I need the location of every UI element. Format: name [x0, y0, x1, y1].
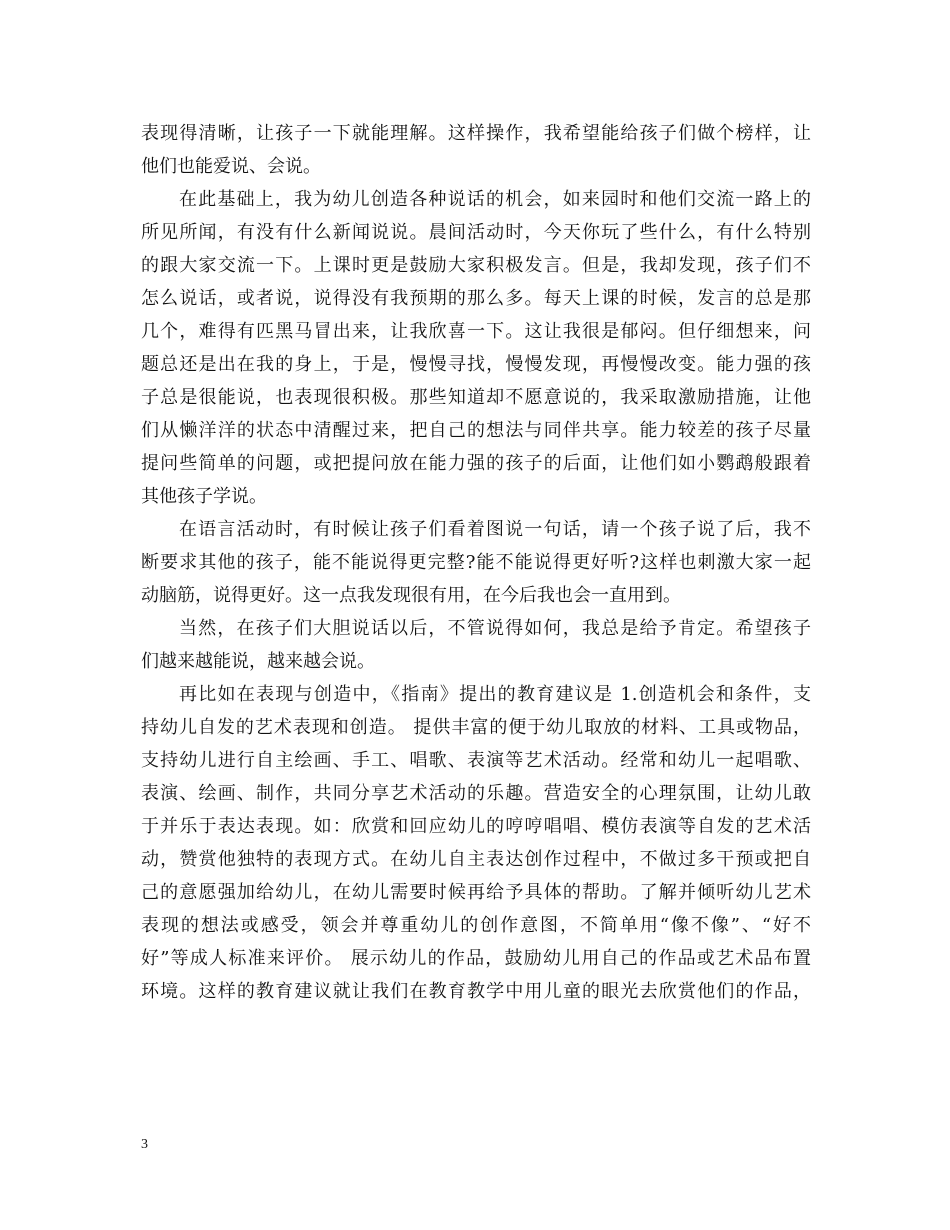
text-line: 当然，在孩子们大胆说话以后，不管说得如何，我总是给予肯定。希望孩子 — [179, 618, 811, 639]
text-line: 所见所闻，有没有什么新闻说说。晨间活动时，今天你玩了些什么，有什么特别 — [141, 222, 811, 243]
text-line: 表现的想法或感受，领会并尊重幼儿的创作意图，不简单用“像不像”、“好不 — [141, 915, 811, 936]
text-line: 己的意愿强加给幼儿，在幼儿需要时候再给予具体的帮助。了解并倾听幼儿艺术 — [141, 882, 811, 903]
text-line: 题总还是出在我的身上，于是，慢慢寻找，慢慢发现，再慢慢改变。能力强的孩 — [141, 354, 811, 375]
text-line: 动，赞赏他独特的表现方式。在幼儿自主表达创作过程中，不做过多干预或把自 — [141, 849, 811, 870]
page-number: 3 — [141, 1137, 148, 1152]
text-line: 在语言活动时，有时候让孩子们看着图说一句话，请一个孩子说了后，我不 — [179, 519, 811, 540]
text-line: 子总是很能说，也表现很积极。那些知道却不愿意说的，我采取激励措施，让他 — [141, 387, 811, 408]
text-line: 断要求其他的孩子，能不能说得更完整?能不能说得更好听?这样也刺激大家一起 — [141, 552, 811, 573]
text-line: 几个，难得有匹黑马冒出来，让我欣喜一下。这让我很是郁闷。但仔细想来，问 — [141, 321, 811, 342]
text-line: 提问些简单的问题，或把提问放在能力强的孩子的后面，让他们如小鹦鹉般跟着 — [141, 453, 811, 474]
text-line: 于并乐于表达表现。如：欣赏和回应幼儿的哼哼唱唱、模仿表演等自发的艺术活 — [141, 816, 811, 837]
text-line: 环境。这样的教育建议就让我们在教育教学中用儿童的眼光去欣赏他们的作品， — [141, 981, 811, 1002]
text-line: 表现得清晰，让孩子一下就能理解。这样操作，我希望能给孩子们做个榜样，让 — [141, 123, 811, 144]
text-line: 支持幼儿进行自主绘画、手工、唱歌、表演等艺术活动。经常和幼儿一起唱歌、 — [141, 750, 811, 771]
text-line: 在此基础上，我为幼儿创造各种说话的机会，如来园时和他们交流一路上的 — [179, 189, 811, 210]
text-line: 他们也能爱说、会说。 — [141, 156, 321, 177]
body-text — [141, 117, 811, 1008]
text-line: 再比如在表现与创造中，《指南》提出的教育建议是 1.创造机会和条件，支 — [179, 684, 811, 705]
text-line: 们越来越能说，越来越会说。 — [141, 651, 375, 672]
text-line: 其他孩子学说。 — [141, 486, 267, 507]
text-line: 动脑筋，说得更好。这一点我发现很有用，在今后我也会一直用到。 — [141, 585, 681, 606]
text-line: 表演、绘画、制作，共同分享艺术活动的乐趣。营造安全的心理氛围，让幼儿敢 — [141, 783, 811, 804]
text-line: 怎么说话，或者说，说得没有我预期的那么多。每天上课的时候，发言的总是那 — [141, 288, 811, 309]
text-line: 们从懒洋洋的状态中清醒过来，把自己的想法与同伴共享。能力较差的孩子尽量 — [141, 420, 811, 441]
text-line: 的跟大家交流一下。上课时更是鼓励大家积极发言。但是，我却发现，孩子们不 — [141, 255, 811, 276]
text-line: 持幼儿自发的艺术表现和创造。 提供丰富的便于幼儿取放的材料、工具或物品， — [141, 717, 811, 738]
text-line: 好”等成人标准来评价。 展示幼儿的作品，鼓励幼儿用自己的作品或艺术品布置 — [141, 948, 811, 969]
